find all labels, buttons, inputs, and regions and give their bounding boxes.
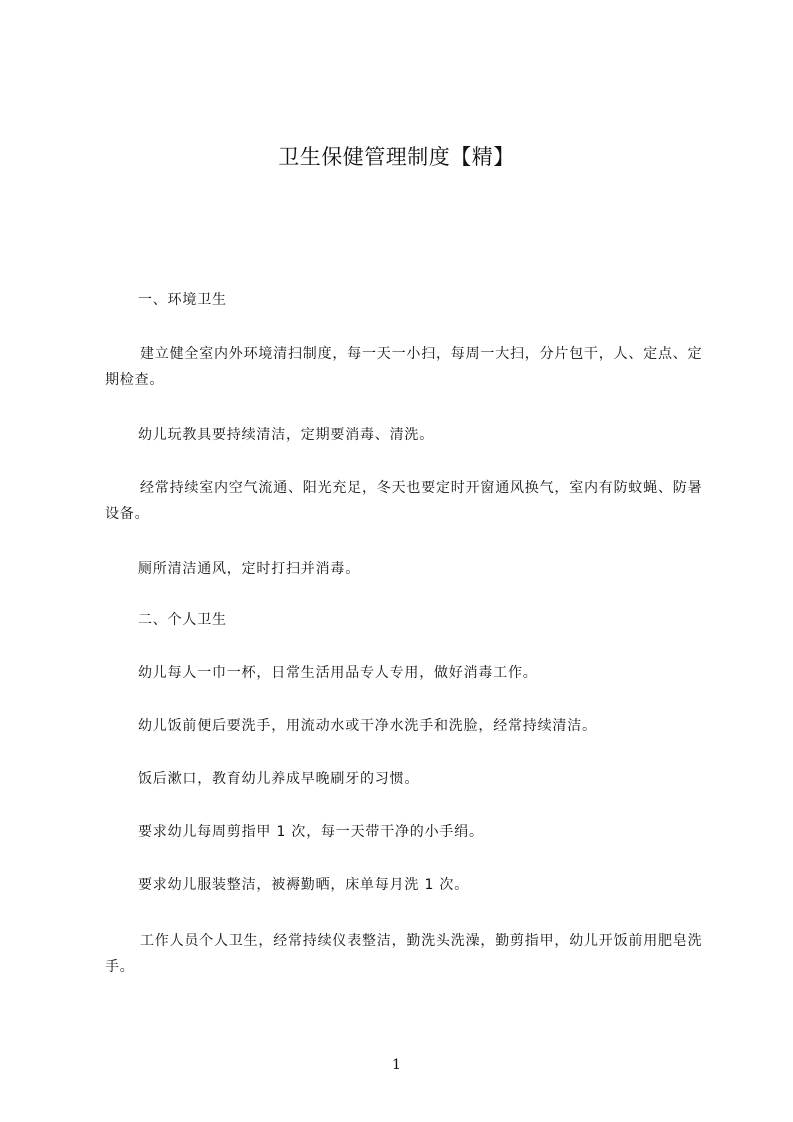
paragraph: 要求幼儿服装整洁，被褥勤晒，床单每月洗 1 次。 [138, 877, 470, 893]
paragraph: 饭后漱口，教育幼儿养成早晚刷牙的习惯。 [138, 771, 420, 787]
paragraph: 建立健全室内外环境清扫制度，每一天一小扫，每周一大扫，分片包干，人、定点、定期检查。 [105, 346, 703, 388]
section-heading-environment: 一、环境卫生 [138, 292, 227, 308]
paragraph: 经常持续室内空气流通、阳光充足，冬天也要定时开窗通风换气，室内有防蚊蝇、防暑设备。 [105, 480, 703, 522]
document-title: 卫生保健管理制度【精】 [278, 145, 515, 169]
paragraph: 幼儿饭前便后要洗手，用流动水或干净水洗手和洗脸，经常持续清洁。 [138, 718, 597, 734]
page-number: 1 [392, 1057, 401, 1073]
paragraph: 工作人员个人卫生，经常持续仪表整洁，勤洗头洗澡，勤剪指甲，幼儿开饭前用肥皂洗手。 [105, 933, 703, 975]
paragraph: 幼儿玩教具要持续清洁，定期要消毒、清洗。 [138, 427, 434, 443]
paragraph: 幼儿每人一巾一杯，日常生活用品专人专用，做好消毒工作。 [138, 665, 538, 681]
paragraph: 要求幼儿每周剪指甲 1 次，每一天带干净的小手绢。 [138, 824, 484, 840]
section-heading-personal: 二、个人卫生 [138, 612, 227, 628]
paragraph: 厕所清洁通风，定时打扫并消毒。 [138, 561, 360, 577]
